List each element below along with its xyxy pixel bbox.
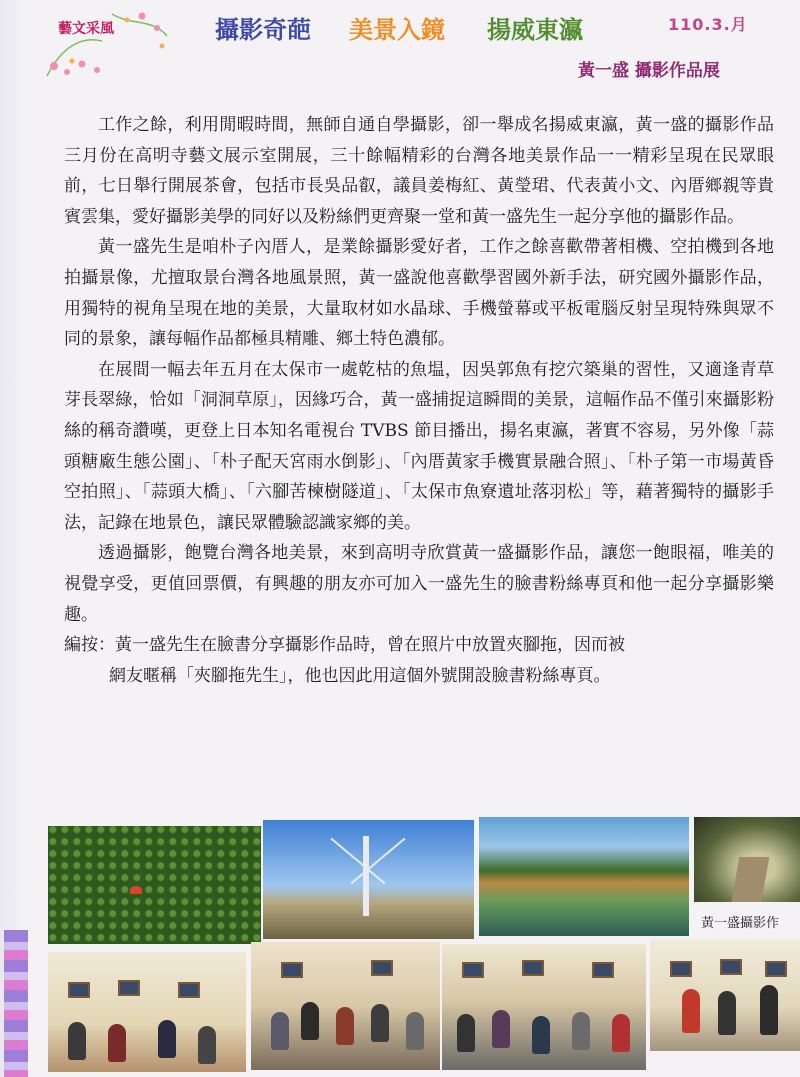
- wall-frame: [118, 980, 140, 996]
- wall-frame: [670, 961, 692, 977]
- issue-date: 110.3.月: [668, 15, 748, 34]
- wall-frame: [68, 982, 90, 998]
- paragraph-4: 透過攝影，飽覽台灣各地美景，來到高明寺欣賞黃一盛攝影作品，讓您一飽眼福，唯美的視覺享受，更值回票價，有興趣的朋友亦可加入一盛先生的臉書粉絲專頁和他一起分享攝影樂趣。: [64, 543, 774, 625]
- article-body: [64, 110, 774, 691]
- visitor: [336, 1007, 354, 1045]
- editor-note-line-1: 編按：黃一盛先生在臉書分享攝影作品時，曾在照片中放置夾腳拖，因而被: [64, 635, 625, 656]
- visitor: [198, 1026, 216, 1064]
- visitor: [271, 1012, 289, 1050]
- photo-pond-trees: [479, 817, 689, 936]
- photo-exhibition-crowd: [251, 942, 440, 1070]
- visitor: [612, 1014, 630, 1052]
- visitor: [371, 1004, 389, 1042]
- wall-frame: [371, 960, 393, 976]
- wall-frame: [281, 962, 303, 978]
- photo-detail-umbrella: [130, 886, 142, 894]
- visitor: [760, 985, 778, 1035]
- visitor: [682, 989, 700, 1033]
- visitor: [718, 991, 736, 1035]
- wall-frame: [592, 962, 614, 978]
- photo-exhibition-room: [48, 952, 246, 1072]
- photo-caption: 黃一盛攝影作: [701, 916, 780, 931]
- visitor: [406, 1012, 424, 1050]
- paragraph-2: 黃一盛先生是咱朴子內厝人，是業餘攝影愛好者，工作之餘喜歡帶著相機、空拍機到各地拍攝景像，尤擅取景台灣各地風景照，黃一盛說他喜歡學習國外新手法，研究國外攝影作品，用獨特的視角呈現在地的美景，大量取材如水晶球、手機螢幕或平板電腦反射呈現特殊與眾不同的景象，讓每幅作品都極具精雕、鄉土特色濃郁。: [64, 237, 774, 350]
- editor-note-line-2: 網友暱稱「夾腳拖先生」，他也因此用這個外號開設臉書粉絲專頁。: [109, 665, 611, 686]
- headline-part-3: 揚威東瀛: [487, 16, 583, 44]
- column-tag: 藝文采風: [58, 21, 114, 37]
- visitor: [492, 1010, 510, 1048]
- wall-frame: [720, 959, 742, 975]
- floral-corner-decoration: [42, 6, 172, 78]
- page-edge: [0, 0, 30, 1077]
- wall-frame: [462, 962, 484, 978]
- paragraph-1: 工作之餘，利用閒暇時間，無師自通自學攝影，卻一舉成名揚威東瀛，黃一盛的攝影作品三月份在高明寺藝文展示室開展，三十餘幅精彩的台灣各地美景作品一一精彩呈現在民眾眼前，七日舉行開展茶會，包括市長吳品叡，議員姜梅紅、黃瑩珺、代表黃小文、內厝鄉親等貴賓雲集，愛好攝影美學的同好以及粉絲們更齊聚一堂和黃一盛先生一起分享他的攝影作品。: [64, 115, 774, 227]
- photo-detail-road: [729, 857, 770, 902]
- headline-part-1: 攝影奇葩: [215, 16, 311, 44]
- photo-exhibition-guests: [650, 939, 800, 1051]
- photo-tree-tunnel: [694, 817, 800, 902]
- paragraph-3: 在展間一幅去年五月在太保市一處乾枯的魚塭，因吳郭魚有挖穴築巢的習性，又適逢青草芽長翠綠，恰如「洞洞草原」，因緣巧合，黃一盛捕捉這瞬間的美景，這幅作品不僅引來攝影粉絲的稱奇讚嘆，更登上日本知名電視台 TVBS 節目播出，揚名東瀛，著實不容易，另外像「蒜頭糖廠生態公園」、「朴子配天宮雨水倒影」、「內厝黃家手機實景融合照」、「朴子第一市場黃昏空拍照」、「蒜頭大橋」、「六腳苦楝樹隧道」、「太保市魚寮遺址落羽松」等，藉著獨特的攝影手法，記錄在地景色，讓民眾體驗認識家鄉的美。: [64, 359, 774, 533]
- visitor: [68, 1022, 86, 1060]
- wall-frame: [765, 961, 787, 977]
- visitor: [532, 1016, 550, 1054]
- visitor: [572, 1012, 590, 1050]
- visitor: [158, 1020, 176, 1058]
- photo-exhibition-audience: [442, 944, 646, 1070]
- visitor: [108, 1024, 126, 1062]
- visitor: [457, 1014, 475, 1052]
- photo-grass-holes: [48, 826, 261, 944]
- wall-frame: [178, 982, 200, 998]
- wall-frame: [522, 960, 544, 976]
- photo-bridge: [263, 820, 474, 939]
- article-subtitle: 黃一盛 攝影作品展: [578, 61, 720, 81]
- bridge-tower: [363, 836, 369, 916]
- decorative-stripes: [4, 930, 28, 1077]
- headline-part-2: 美景入鏡: [349, 16, 445, 44]
- visitor: [301, 1002, 319, 1040]
